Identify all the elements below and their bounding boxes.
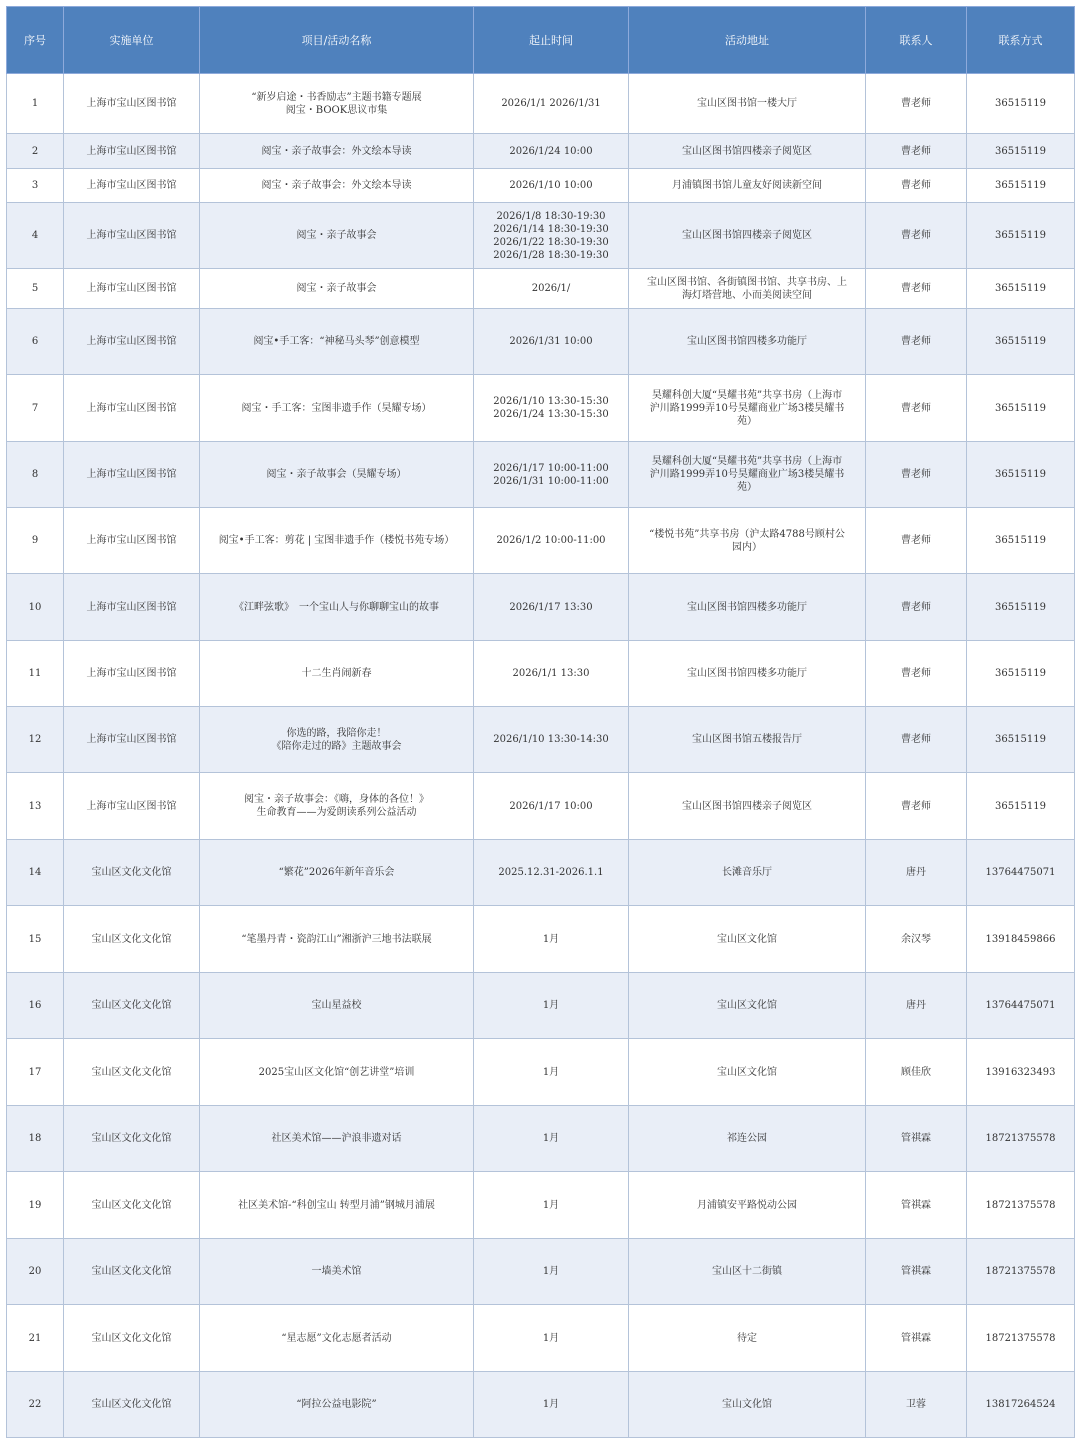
cell-phone: 36515119 [967,773,1075,840]
cell-phone: 13916323493 [967,1039,1075,1106]
table-row [7,773,1075,840]
cell-name-line: 生命教育——为爱朗读系列公益活动 [256,807,417,818]
cell-contact: 管祺霖 [866,1172,967,1239]
cell-unit: 宝山区文化文化馆 [64,1106,200,1172]
cell-address-line: 宝山区图书馆四楼亲子阅览区 [682,230,812,241]
cell-phone: 36515119 [967,269,1075,309]
table-row [7,574,1075,641]
cell-contact: 曹老师 [866,203,967,269]
cell-name [200,269,474,309]
cell-phone: 36515119 [967,707,1075,773]
cell-contact: 曹老师 [866,134,967,169]
cell-address [629,309,866,375]
cell-unit: 宝山区文化文化馆 [64,1172,200,1239]
cell-time-line: 2026/1/10 13:30-15:30 [493,396,609,407]
cell-name [200,973,474,1039]
cell-time [474,134,629,169]
table-row [7,375,1075,442]
table-row [7,1305,1075,1372]
cell-address [629,1172,866,1239]
cell-no: 9 [7,508,64,574]
cell-time [474,1039,629,1106]
cell-phone: 18721375578 [967,1305,1075,1372]
cell-name-line: 阅宝•手工客：“神秘马头琴”创意模型 [253,336,420,347]
cell-time-line: 2026/1/8 18:30-19:30 [496,210,606,222]
cell-address [629,442,866,508]
cell-name [200,773,474,840]
cell-contact: 管祺霖 [866,1305,967,1372]
cell-address-line: 沪川路1999弄10号昊耀商业广场3楼昊耀书 [649,402,845,414]
cell-address-line: 宝山区图书馆、各街镇图书馆、共享书房、上 [647,276,847,288]
cell-no: 21 [7,1305,64,1372]
cell-address [629,134,866,169]
cell-no: 19 [7,1172,64,1239]
cell-address-line: 月浦镇图书馆儿童友好阅读新空间 [672,180,822,191]
cell-address-line: 祁连公园 [727,1133,767,1144]
cell-address-line: 宝山区文化馆 [717,1000,777,1011]
cell-time-line: 2026/1/1 2026/1/31 [501,98,601,109]
cell-name-line: 阅宝・亲子故事会：外文绘本导读 [261,145,412,157]
cell-name [200,641,474,707]
cell-contact: 管祺霖 [866,1106,967,1172]
cell-phone: 36515119 [967,309,1075,375]
cell-contact: 曹老师 [866,508,967,574]
cell-time [474,1172,629,1239]
cell-time-line: 1月 [542,933,560,945]
cell-time-line: 2026/1/2 10:00-11:00 [496,535,606,546]
cell-time [474,1372,629,1438]
cell-name [200,574,474,641]
cell-contact: 余汉琴 [866,906,967,973]
cell-contact: 曹老师 [866,641,967,707]
cell-unit: 上海市宝山区图书馆 [64,309,200,375]
cell-unit: 宝山区文化文化馆 [64,973,200,1039]
cell-name [200,442,474,508]
cell-name-line: 阅宝・亲子故事会 [296,230,377,241]
cell-time [474,840,629,906]
cell-address [629,1106,866,1172]
cell-name [200,1239,474,1305]
cell-address-line: 宝山区文化馆 [717,933,777,945]
cell-name [200,906,474,973]
cell-address-line: 昊耀科创大厦“昊耀书苑”共享书房（上海市 [651,456,843,467]
cell-name [200,169,474,203]
cell-contact: 曹老师 [866,309,967,375]
cell-time [474,773,629,840]
cell-time-line: 1月 [542,1399,560,1410]
cell-address-line: 宝山文化馆 [722,1399,772,1410]
cell-time [474,309,629,375]
table-row [7,707,1075,773]
cell-unit: 上海市宝山区图书馆 [64,641,200,707]
cell-name-line: “星志愿”文化志愿者活动 [281,1332,392,1344]
cell-unit: 上海市宝山区图书馆 [64,707,200,773]
cell-name-line: 阅宝・亲子故事会：《嗨，身体的各位！》 [244,794,429,805]
cell-address [629,840,866,906]
table-row [7,641,1075,707]
cell-name-line: “阿拉公益电影院” [296,1399,377,1410]
cell-address-line: 宝山区图书馆一楼大厅 [697,98,797,109]
cell-time-line: 1月 [542,1332,560,1344]
header-phone: 联系方式 [967,7,1075,74]
cell-phone: 13764475071 [967,840,1075,906]
cell-contact: 曹老师 [866,442,967,508]
cell-unit: 宝山区文化文化馆 [64,906,200,973]
table-row [7,508,1075,574]
cell-name-line: 阅宝・亲子故事会：外文绘本导读 [261,180,412,191]
cell-time [474,169,629,203]
cell-phone: 36515119 [967,74,1075,134]
cell-name [200,707,474,773]
cell-contact: 管祺霖 [866,1239,967,1305]
cell-no: 22 [7,1372,64,1438]
cell-time-line: 2026/1/10 13:30-14:30 [493,734,609,745]
cell-no: 5 [7,269,64,309]
cell-time-line: 2026/1/17 10:00-11:00 [493,462,609,474]
cell-name-line: “繁花”2026年新年音乐会 [278,867,395,878]
cell-name [200,134,474,169]
cell-address-line: 昊耀科创大厦“昊耀书苑”共享书房（上海市 [651,389,843,401]
cell-address-line: 宝山区图书馆四楼多功能厅 [687,336,807,347]
cell-time-line: 2026/1/14 18:30-19:30 [493,223,609,235]
cell-address-line: 苑） [737,415,757,427]
cell-time-line: 2026/1/28 18:30-19:30 [493,249,609,261]
cell-time [474,1239,629,1305]
cell-time-line: 1月 [542,1266,560,1277]
cell-name-line: 2025宝山区文化馆“创艺讲堂”培训 [258,1066,415,1078]
table-row [7,442,1075,508]
cell-no: 16 [7,973,64,1039]
cell-phone: 36515119 [967,169,1075,203]
cell-time [474,1106,629,1172]
cell-no: 8 [7,442,64,508]
cell-name [200,1039,474,1106]
cell-address-line: 宝山区图书馆四楼亲子阅览区 [682,145,812,157]
cell-unit: 宝山区文化文化馆 [64,1305,200,1372]
cell-address [629,641,866,707]
header-time: 起止时间 [474,7,629,74]
table-row [7,1239,1075,1305]
cell-time [474,1305,629,1372]
table-row [7,269,1075,309]
cell-phone: 36515119 [967,574,1075,641]
table-row [7,1372,1075,1438]
cell-phone: 36515119 [967,375,1075,442]
cell-unit: 宝山区文化文化馆 [64,840,200,906]
cell-time-line: 2026/1/1 13:30 [512,668,590,679]
cell-name [200,203,474,269]
table-row [7,840,1075,906]
table-row [7,973,1075,1039]
cell-address-line: 待定 [737,1332,757,1344]
cell-address-line: 海灯塔营地、小而美阅读空间 [682,289,812,301]
cell-address-line: 宝山区图书馆四楼多功能厅 [687,668,807,679]
cell-address-line: 月浦镇安平路悦动公园 [697,1199,797,1211]
cell-address [629,169,866,203]
cell-name-line: 《江畔弦歌》 一个宝山人与你聊聊宝山的故事 [234,601,439,613]
cell-unit: 上海市宝山区图书馆 [64,169,200,203]
cell-address [629,375,866,442]
cell-name-line: “笔墨丹青・瓷韵江山”湘浙沪三地书法联展 [241,933,432,945]
cell-name [200,1106,474,1172]
cell-contact: 曹老师 [866,375,967,442]
cell-unit: 上海市宝山区图书馆 [64,773,200,840]
cell-no: 1 [7,74,64,134]
cell-name-line: 一墙美术馆 [311,1266,362,1277]
cell-contact: 曹老师 [866,269,967,309]
cell-time [474,906,629,973]
cell-time [474,269,629,309]
cell-name [200,840,474,906]
cell-address-line: 长滩音乐厅 [722,867,772,878]
cell-address-line: 宝山区图书馆四楼多功能厅 [687,601,807,613]
cell-time [474,973,629,1039]
cell-time [474,203,629,269]
cell-phone: 18721375578 [967,1239,1075,1305]
cell-address [629,574,866,641]
cell-time-line: 2026/1/17 10:00 [509,800,593,812]
cell-time [474,707,629,773]
cell-unit: 上海市宝山区图书馆 [64,574,200,641]
header-address: 活动地址 [629,7,866,74]
cell-no: 15 [7,906,64,973]
cell-phone: 13764475071 [967,973,1075,1039]
cell-no: 17 [7,1039,64,1106]
table-row [7,134,1075,169]
cell-no: 7 [7,375,64,442]
cell-address [629,1305,866,1372]
cell-address-line: 宝山区文化馆 [717,1066,777,1078]
cell-time-line: 2026/1/22 18:30-19:30 [493,236,609,248]
cell-time [474,641,629,707]
table-row [7,1039,1075,1106]
cell-name [200,375,474,442]
cell-contact: 顾佳欣 [866,1039,967,1106]
header-row [7,7,1075,74]
cell-no: 10 [7,574,64,641]
cell-address [629,1372,866,1438]
cell-unit: 上海市宝山区图书馆 [64,134,200,169]
cell-unit: 上海市宝山区图书馆 [64,375,200,442]
cell-name-line: 阅宝•手工客：剪花 | 宝图非遗手作（楼悦书苑专场） [218,535,455,546]
cell-time [474,74,629,134]
cell-time-line: 1月 [542,1066,560,1078]
table-row [7,906,1075,973]
cell-name-line: 《陪你走过的路》主题故事会 [271,740,402,752]
cell-no: 14 [7,840,64,906]
activity-table-container [6,6,1074,1438]
cell-name [200,1172,474,1239]
cell-address [629,707,866,773]
cell-name [200,309,474,375]
cell-name-line: 阅宝・亲子故事会 [296,283,377,294]
cell-phone: 36515119 [967,508,1075,574]
cell-time [474,574,629,641]
cell-contact: 曹老师 [866,574,967,641]
cell-name-line: “新岁启途・书香励志”主题书籍专题展 [251,91,422,103]
cell-no: 12 [7,707,64,773]
cell-address [629,1039,866,1106]
cell-time-line: 1月 [542,1199,560,1211]
cell-unit: 宝山区文化文化馆 [64,1039,200,1106]
cell-name-line: 阅宝・手工客：宝图非遗手作（昊耀专场） [241,402,432,414]
cell-phone: 36515119 [967,641,1075,707]
cell-phone: 13817264524 [967,1372,1075,1438]
cell-phone: 18721375578 [967,1172,1075,1239]
cell-time-line: 2026/1/31 10:00 [509,336,593,347]
cell-address [629,906,866,973]
cell-contact: 曹老师 [866,773,967,840]
cell-unit: 上海市宝山区图书馆 [64,74,200,134]
cell-name-line: 社区美术馆-“科创宝山 转型月浦”钢城月浦展 [238,1199,435,1211]
cell-unit: 上海市宝山区图书馆 [64,508,200,574]
cell-no: 18 [7,1106,64,1172]
cell-time-line: 2025.12.31-2026.1.1 [498,867,604,878]
cell-name [200,508,474,574]
cell-phone: 36515119 [967,134,1075,169]
table-row [7,203,1075,269]
cell-no: 20 [7,1239,64,1305]
cell-address-line: 宝山区图书馆五楼报告厅 [692,734,802,745]
cell-name [200,74,474,134]
cell-time [474,375,629,442]
cell-time-line: 2026/1/24 13:30-15:30 [493,409,609,420]
cell-unit: 上海市宝山区图书馆 [64,203,200,269]
cell-address [629,203,866,269]
table-row [7,1106,1075,1172]
cell-name-line: 你选的路，我陪你走！ [286,727,387,739]
cell-contact: 卫蓉 [866,1372,967,1438]
cell-unit: 宝山区文化文化馆 [64,1372,200,1438]
cell-time-line: 2026/1/31 10:00-11:00 [493,475,609,487]
cell-time-line: 2026/1/ [531,283,571,294]
cell-phone: 36515119 [967,442,1075,508]
cell-name [200,1372,474,1438]
cell-unit: 宝山区文化文化馆 [64,1239,200,1305]
table-row [7,74,1075,134]
cell-address [629,74,866,134]
cell-address-line: 沪川路1999弄10号昊耀商业广场3楼昊耀书 [649,469,845,480]
cell-unit: 上海市宝山区图书馆 [64,442,200,508]
cell-no: 3 [7,169,64,203]
cell-name-line: 十二生肖闹新春 [301,668,372,679]
cell-address [629,1239,866,1305]
cell-name-line: 宝山星益校 [311,1000,362,1011]
cell-contact: 曹老师 [866,74,967,134]
cell-time-line: 1月 [542,1133,560,1144]
cell-name [200,1305,474,1372]
cell-phone: 36515119 [967,203,1075,269]
activity-table [6,6,1075,1438]
cell-contact: 唐丹 [866,973,967,1039]
header-no: 序号 [7,7,64,74]
cell-no: 2 [7,134,64,169]
cell-time [474,442,629,508]
cell-no: 4 [7,203,64,269]
cell-name-line: 阅宝・亲子故事会（昊耀专场） [266,469,407,480]
cell-address [629,973,866,1039]
cell-contact: 唐丹 [866,840,967,906]
table-row [7,1172,1075,1239]
header-unit: 实施单位 [64,7,200,74]
cell-no: 11 [7,641,64,707]
cell-address-line: 苑） [737,482,757,493]
cell-time-line: 2026/1/10 10:00 [509,180,593,191]
cell-name-line: 社区美术馆——沪浪非遗对话 [271,1133,402,1144]
cell-no: 13 [7,773,64,840]
cell-name-line: 阅宝・BOOK思议市集 [285,104,388,116]
cell-phone: 13918459866 [967,906,1075,973]
cell-phone: 18721375578 [967,1106,1075,1172]
header-contact: 联系人 [866,7,967,74]
cell-time-line: 2026/1/17 13:30 [509,601,593,613]
cell-time-line: 1月 [542,1000,560,1011]
cell-address [629,508,866,574]
cell-address [629,773,866,840]
cell-address-line: “楼悦书苑”共享书房（沪太路4788号顾村公 [649,528,845,540]
cell-address [629,269,866,309]
cell-no: 6 [7,309,64,375]
table-row [7,309,1075,375]
header-name: 项目/活动名称 [200,7,474,74]
cell-contact: 曹老师 [866,707,967,773]
cell-time [474,508,629,574]
cell-address-line: 宝山区十二街镇 [712,1266,782,1277]
table-row [7,169,1075,203]
cell-unit: 上海市宝山区图书馆 [64,269,200,309]
cell-contact: 曹老师 [866,169,967,203]
cell-time-line: 2026/1/24 10:00 [509,145,593,157]
cell-address-line: 园内） [732,541,762,553]
cell-address-line: 宝山区图书馆四楼亲子阅览区 [682,800,812,812]
